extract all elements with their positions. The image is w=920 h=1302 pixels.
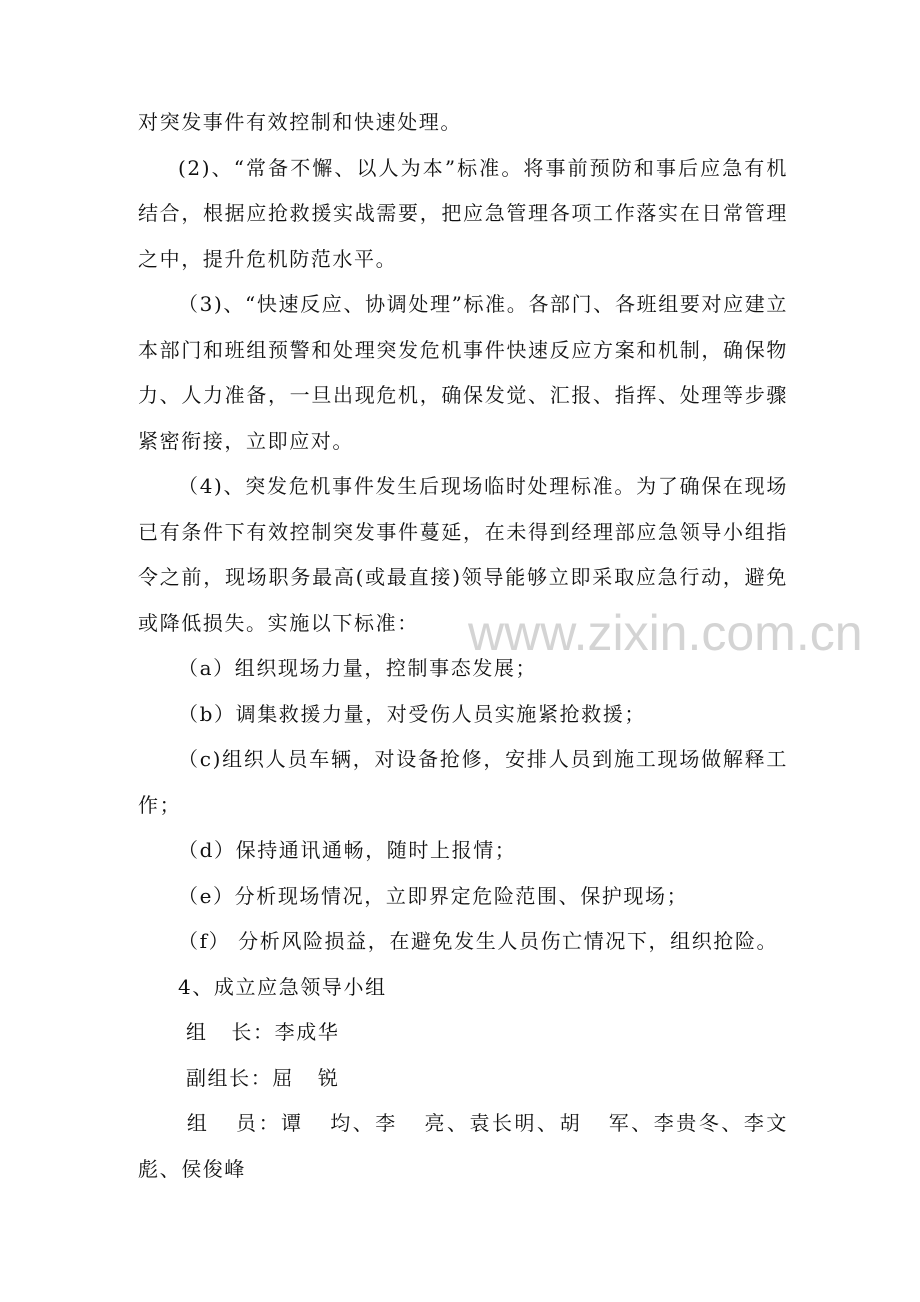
list-item-e: （e）分析现场情况，立即界定危险范围、保护现场； [178,883,689,908]
list-item-d: （d）保持通讯通畅，随时上报情； [178,838,517,862]
list-item-f: （f） 分析风险损益，在避免发生人员伤亡情况下，组织抢险。 [178,929,779,953]
list-item-b: （b）调集救援力量，对受伤人员实施紧抢救援； [178,701,647,726]
paragraph-continuation: 对突发事件有效控制和快速处理。 [138,110,462,134]
watermark: www.zixin.com.cn [468,605,863,661]
paragraph-2: (2)、“常备不懈、以人为本”标准。将事前预防和事后应急有机结合，根据应抢救援实战需要，把应急管理各项工作落实在日常管理之中，提升危机防范水平。 [138,155,788,271]
list-item-a: （a）组织现场力量，控制事态发展； [178,656,538,680]
paragraph-4: （4)、突发危机事件发生后现场临时处理标准。为了确保在现场已有条件下有效控制突发事件蔓延，在未得到经理部应急领导小组指令之前，现场职务最高(或最直接)领导能够立即采取应急行动，避免或降低损失。实施以下标准： [138,474,788,635]
group-members: 组 员：谭 均、李 亮、袁长明、胡 军、李贵冬、李文彪、侯俊峰 [138,1111,788,1181]
paragraph-3: （3)、“快速反应、协调处理”标准。各部门、各班组要对应建立本部门和班组预警和处理突发危机事件快速反应方案和机制，确保物力、人力准备，一旦出现危机，确保发觉、汇报、指挥、处理等步骤紧密衔接，立即应对。 [138,292,788,453]
document-body [138,100,788,1192]
list-item-c: （c)组织人员车辆，对设备抢修，安排人员到施工现场做解释工作； [138,747,788,817]
group-leader: 组 长：李成华 [178,1020,340,1044]
section-heading: 4、成立应急领导小组 [178,974,387,999]
deputy-leader: 副组长：屈 锐 [178,1065,340,1090]
